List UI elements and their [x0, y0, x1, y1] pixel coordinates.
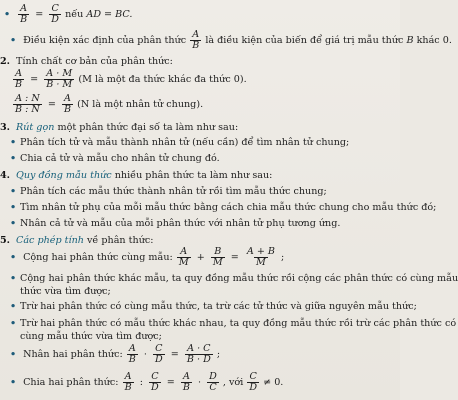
list-item-continuation: cùng mẫu thức vừa tìm được; — [20, 331, 162, 342]
bullet-icon: • — [10, 252, 17, 263]
list-item: • Trừ hai phân thức có cùng mẫu thức, ta trừ các tử thức và giữa nguyên mẫu thức; — [10, 301, 417, 312]
bullet-icon: • — [10, 186, 17, 197]
list-item: • Trừ hai phân thức có mẫu thức khác nhau, ta quy đồng mẫu thức rồi trừ các phân thức có — [10, 318, 457, 329]
list-item: • Phân tích tử và mẫu thành nhân tử (nếu cần) để tìm nhân tử chung; — [10, 137, 350, 148]
list-item: • Nhân cả tử và mẫu của mỗi phân thức với nhân tử phụ tương ứng. — [10, 218, 341, 229]
property-1: $\frac{A}{B}$ = $\frac{A \cdot M}{B \cdot M}$ (M là một đa thức khác đa thức 0). — [15, 68, 247, 90]
divide-rule: • Chia hai phân thức: $\frac{A}{B}$ : $\frac{C}{D}$ = $\frac{A}{B}$ · $\frac{D}{C}$ , với $\frac{C}{D}$ ≠ 0. — [10, 371, 284, 393]
section-3-heading: 3. Rút gọn một phân thức đại số ta làm như sau: — [0, 122, 239, 133]
bullet-icon: • — [10, 202, 17, 213]
section-2-heading: 2. Tính chất cơ bản của phân thức: — [0, 56, 173, 67]
fraction-c-d: $\frac{C}{D}$ — [51, 3, 59, 25]
bullet-icon: • — [10, 377, 17, 388]
list-item: • Tìm nhân tử phụ của mỗi mẫu thức bằng cách chia mẫu thức chung cho mẫu thức đó; — [10, 202, 437, 213]
property-2: $\frac{A : N}{B : N}$ = $\frac{A}{B}$ (N là một nhân tử chung). — [15, 93, 204, 115]
bullet-icon: • — [10, 349, 17, 360]
fraction-a-b: $\frac{A}{B}$ — [192, 29, 200, 51]
add-same-denominator: • Cộng hai phân thức cùng mẫu: $\frac{A}{M}$ + $\frac{B}{M}$ = $\frac{A + B}{M}$ ; — [10, 246, 285, 268]
list-item: • Cộng hai phân thức khác mẫu, ta quy đồng mẫu thức rồi cộng các phân thức có cùng mẫu — [10, 273, 458, 284]
fraction-a-b: $\frac{A}{B}$ — [20, 3, 28, 25]
list-item: • Chia cả tử và mẫu cho nhân tử chung đó. — [10, 153, 220, 164]
section-4-heading: 4. Quy đồng mẫu thức nhiều phân thức ta làm như sau: — [0, 170, 273, 181]
bullet-icon: • — [4, 9, 11, 20]
domain-condition-line: • Điều kiện xác định của phân thức $\frac{A}{B}$ là điều kiện của biến để giá trị mẫu thức B khác 0. — [10, 29, 452, 51]
bullet-icon: • — [10, 153, 17, 164]
section-5-heading: 5. Các phép tính về phân thức: — [0, 235, 154, 246]
bullet-icon: • — [10, 137, 17, 148]
bullet-icon: • — [10, 218, 17, 229]
list-item: • Phân tích các mẫu thức thành nhân tử rồi tìm mẫu thức chung; — [10, 186, 327, 197]
equality-line: • $\frac{A}{B}$ = $\frac{C}{D}$ nếu AD = BC. — [4, 3, 133, 25]
multiply-rule: • Nhân hai phân thức: $\frac{A}{B}$ · $\frac{C}{D}$ = $\frac{A \cdot C}{B \cdot D}$ ; — [10, 343, 221, 365]
bullet-icon: • — [10, 301, 17, 312]
bullet-icon: • — [10, 35, 17, 46]
bullet-icon: • — [10, 318, 17, 329]
bullet-icon: • — [10, 273, 17, 284]
list-item-continuation: thức vừa tìm được; — [20, 286, 111, 297]
